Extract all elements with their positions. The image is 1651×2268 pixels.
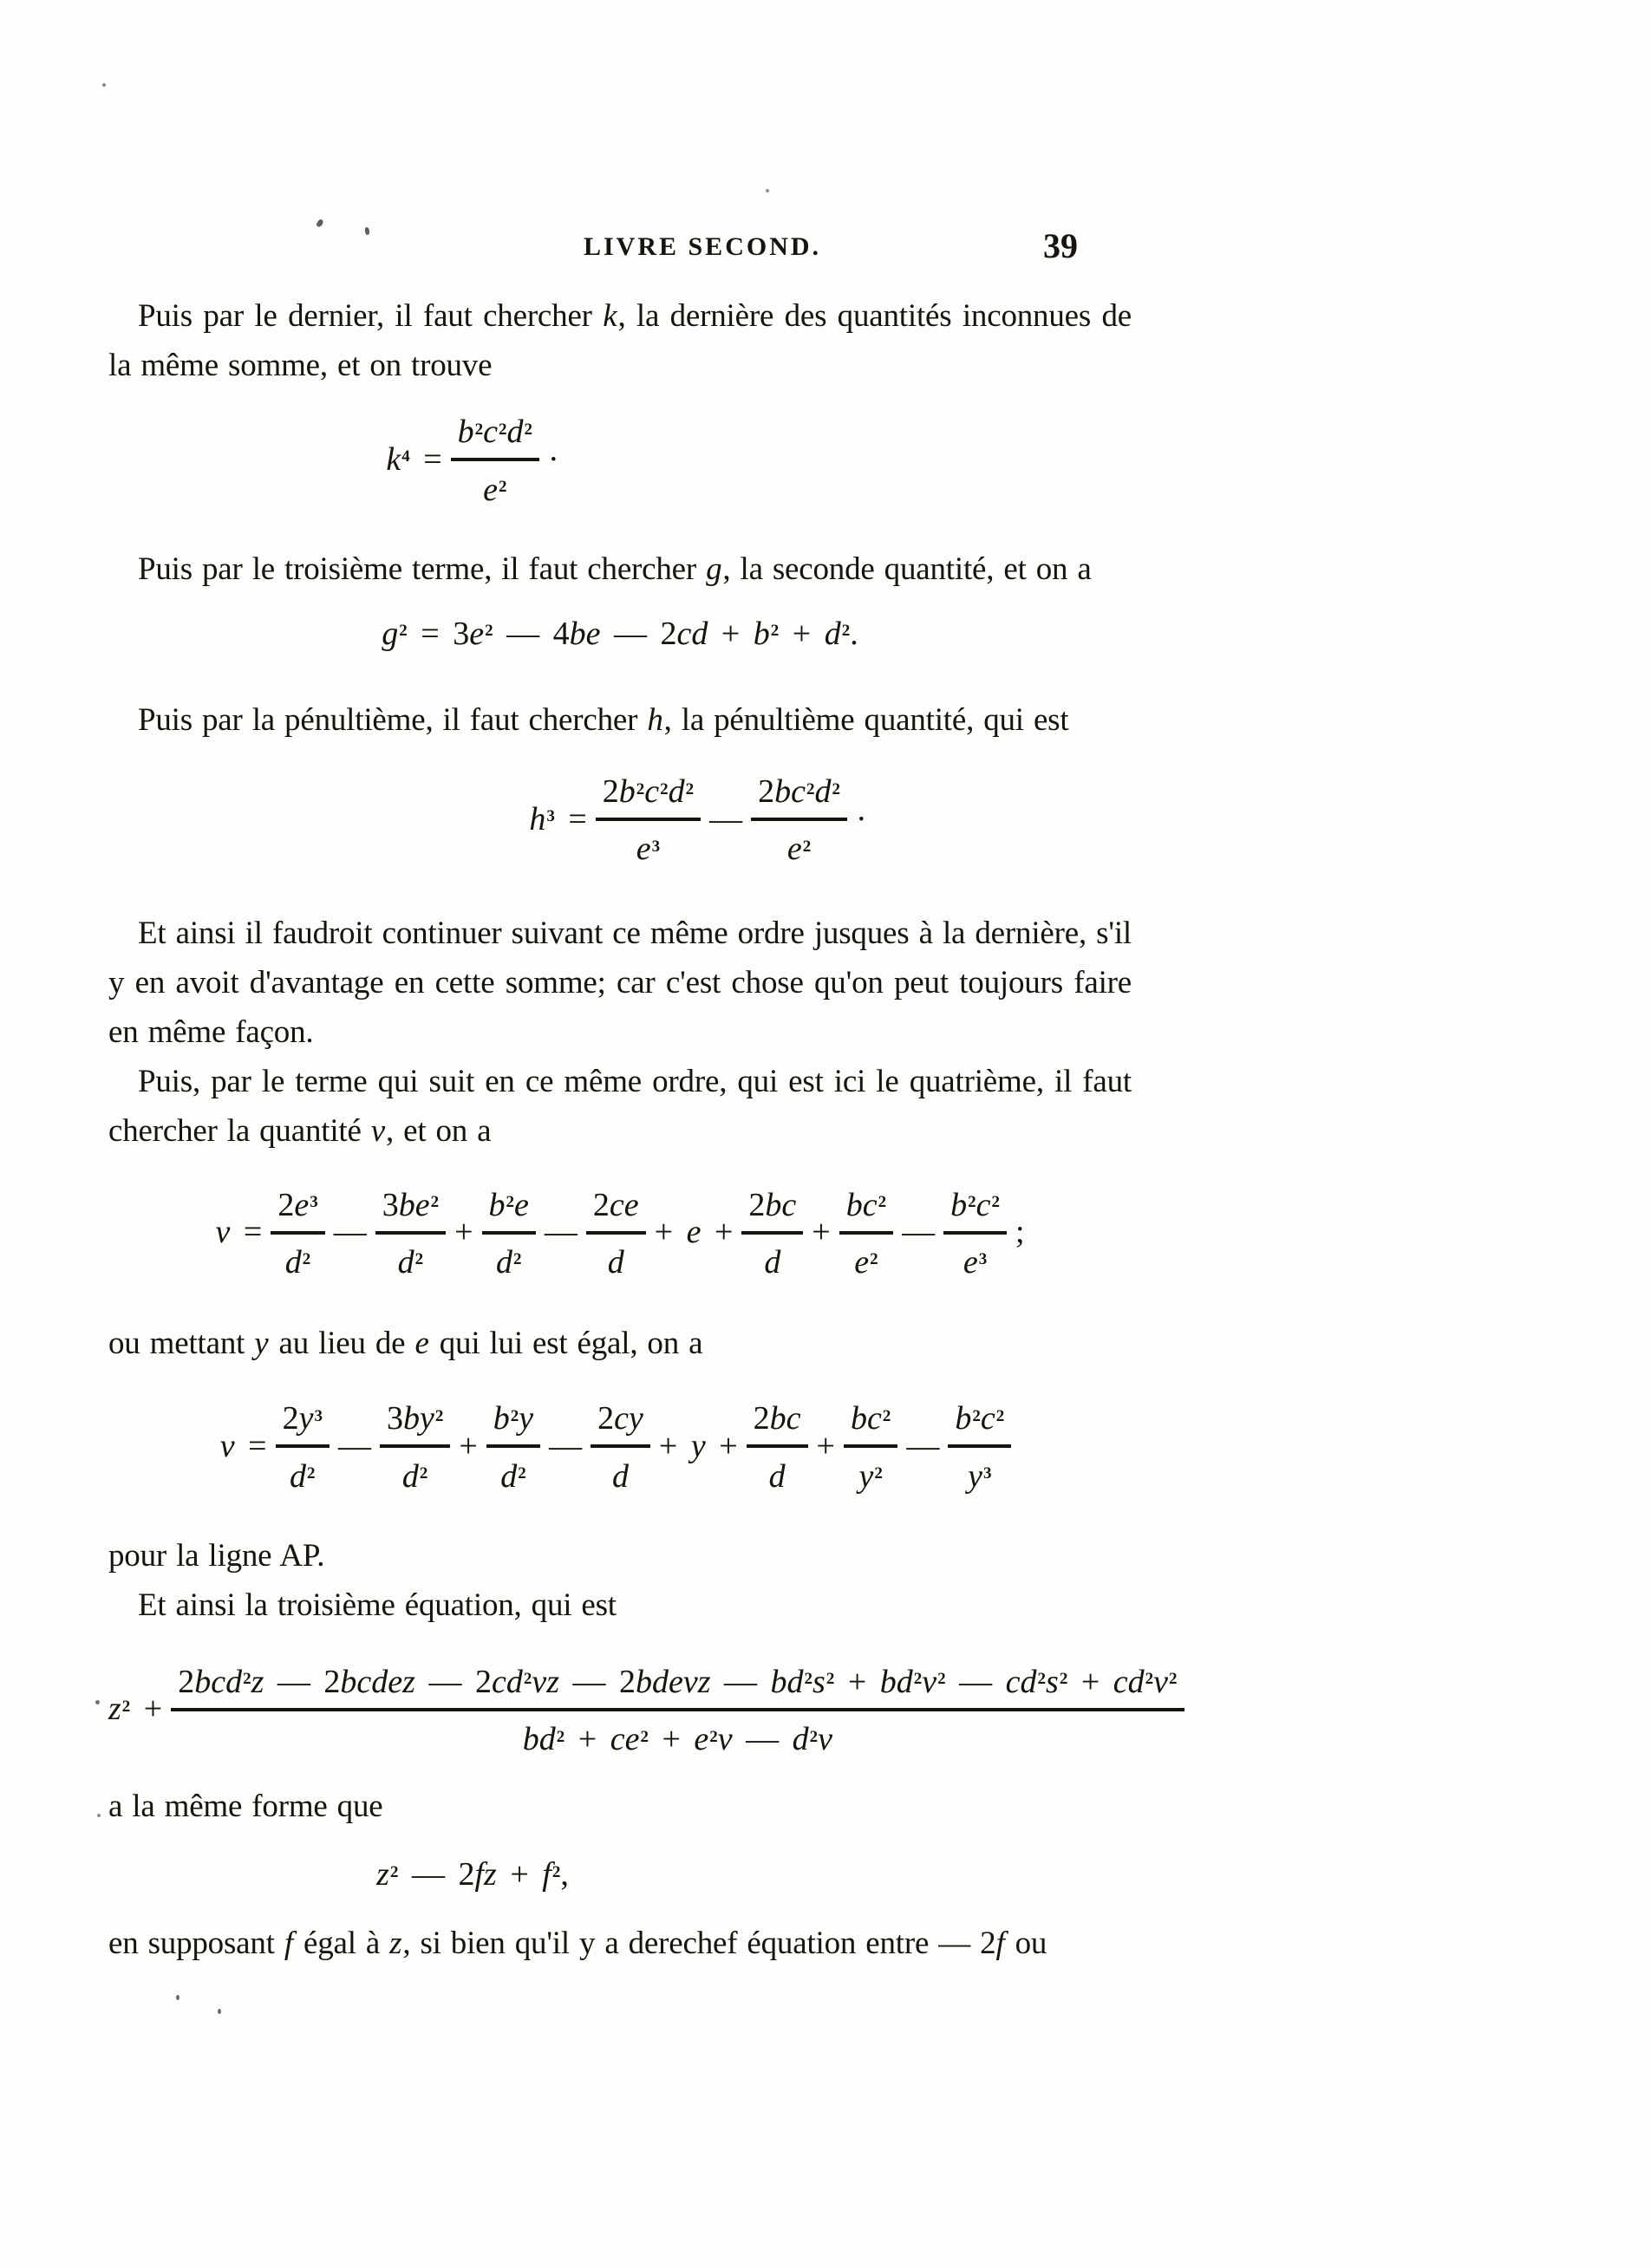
paragraph-chercher-g: Puis par le troisième terme, il faut chercher g, la seconde quantité, et on a	[138, 551, 1092, 587]
text-column	[108, 226, 1178, 1968]
paragraph-chercher-h: Puis par la pénultième, il faut chercher h, la pénultième quantité, qui est	[138, 701, 1069, 738]
page-header	[108, 226, 1132, 270]
page-number: 39	[1043, 226, 1078, 265]
paragraph-meme-forme: a la même forme que	[108, 1789, 383, 1825]
running-title: LIVRE SECOND.	[583, 232, 822, 261]
scan-speck	[316, 218, 324, 228]
formula-v-en-y: v = $\frac{2y3}{d2}$ — $\frac{3by2}{d2}$ + $\frac{b2y}{d2}$ — $\frac{2cy}{d}$ + y + $\frac{2bc}{d}$ + $\frac{bc2}{y2}$ — $\frac{b2c2}{y3}$	[108, 1396, 1132, 1496]
formula-k4: k4 = $\frac{b2c2d2}{e2}$ ·	[386, 414, 559, 508]
paragraph-mettant-y: ou mettant y au lieu de e qui lui est égal, on a	[108, 1325, 703, 1361]
scan-speck	[218, 2009, 221, 2014]
formula-v-en-e: v = $\frac{2e3}{d2}$ — $\frac{3be2}{d2}$ + $\frac{b2e}{d2}$ — $\frac{2ce}{d}$ + e + $\frac{2bc}{d}$ + $\frac{bc2}{e2}$ — $\frac{b2c2}{e3}$ ;	[215, 1186, 1025, 1281]
scan-speck	[102, 83, 106, 87]
paragraph-troisieme-equation: Et ainsi la troisième équation, qui est	[138, 1587, 617, 1623]
scan-speck	[766, 189, 769, 192]
paragraph-ligne-ap: pour la ligne AP.	[108, 1537, 325, 1574]
scan-speck	[176, 1995, 179, 2000]
paragraph-chercher-k: Puis par le dernier, il faut chercher k, la dernière des quantités inconnues de la même somme, et on trouve	[108, 298, 1132, 383]
paragraph-chercher-v: Puis, par le terme qui suit en ce même ordre, qui est ici le quatrième, il faut chercher la quantité v, et on a	[108, 1064, 1132, 1150]
scan-speck	[95, 1700, 100, 1704]
paragraph-continuer-ordre: Et ainsi il faudroit continuer suivant ce même ordre jusques à la dernière, s'il y en avoit d'avantage en cette somme; car c'est chose qu'on peut toujours faire en même façon.	[108, 916, 1132, 1051]
paragraph-supposant-f: en supposant f égal à z, si bien qu'il y a derechef équation entre — 2f ou	[108, 1926, 1047, 1962]
scan-speck	[97, 1814, 101, 1817]
formula-g2: g2 = 3e2 — 4be — 2cd + b2 + d2.	[382, 615, 858, 652]
formula-h3: h3 = $\frac{2b2c2d2}{e3}$ — $\frac{2bc2d2}{e2}$ ·	[529, 773, 867, 868]
formula-z2-2fz-f2: z2 — 2fz + f2,	[376, 1856, 569, 1893]
formula-z2-grande-fraction: z2 + 2bcd2z — 2bcdez — 2cd2vz — 2bdevz — bd2s2 + bd2v2 — cd2s2 + cd2v2 bd2 + ce2 + e2v — d2v	[108, 1659, 1132, 1760]
